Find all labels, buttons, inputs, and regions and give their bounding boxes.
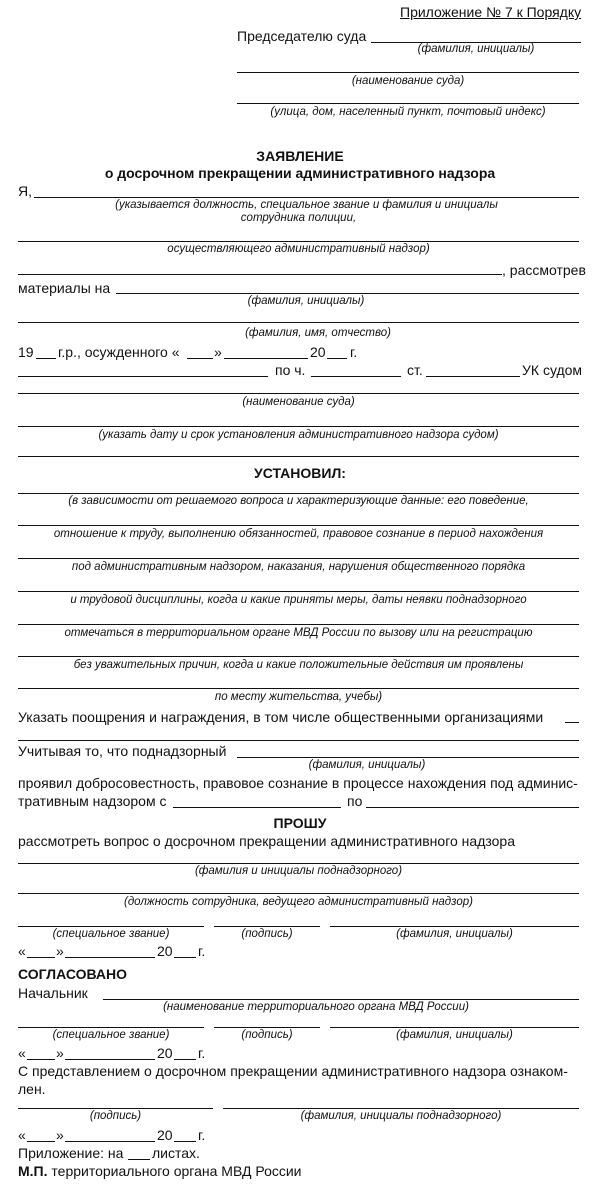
part-line[interactable] [311, 376, 401, 377]
date1-month-line[interactable] [65, 957, 155, 958]
officer-line-2[interactable] [18, 241, 579, 242]
i-label: Я, [18, 183, 32, 199]
established-caption-1: (в зависимости от решаемого вопроса и характеризующие данные: его поведение, [68, 495, 529, 507]
agreed-signature-line[interactable] [214, 1027, 320, 1028]
materials-on-label: материалы на [18, 280, 111, 296]
date2-day-line[interactable] [27, 1059, 55, 1060]
established-line-1[interactable] [18, 493, 579, 494]
established-line-5[interactable] [18, 624, 579, 625]
date-term-line-2[interactable] [18, 456, 579, 457]
request-supervised-line[interactable] [18, 863, 579, 864]
established-caption-2: отношение к труду, выполнению обязанностей, правовое сознание в период нахождения [53, 528, 544, 540]
agreed-signature-caption: (подпись) [241, 1029, 293, 1041]
supervision-to-line[interactable] [366, 807, 579, 808]
request-name-line[interactable] [330, 926, 579, 927]
date1-close: » [56, 943, 64, 959]
request-name-caption: (фамилия, инициалы) [396, 928, 513, 940]
given-that-label: Учитывая то, что поднадзорный [18, 743, 227, 759]
date3-month-line[interactable] [65, 1141, 155, 1142]
address-line[interactable] [237, 103, 579, 104]
officer-line-1[interactable] [34, 197, 579, 198]
conviction-month-line[interactable] [224, 358, 308, 359]
year-19-label: 19 [18, 344, 34, 360]
fio-line[interactable] [18, 322, 579, 323]
court-name-line[interactable] [237, 72, 579, 73]
familiarized-text-1: С представлением о досрочном прекращении административного надзора ознаком- [18, 1063, 568, 1079]
document-title: ЗАЯВЛЕНИЕ [256, 148, 344, 164]
awards-label: Указать поощрения и награждения, в том числе общественными организациями [18, 709, 544, 725]
appendix-label: Приложение № 7 к Порядку [400, 4, 582, 20]
request-rank-caption: (специальное звание) [52, 928, 170, 940]
request-supervised-caption: (фамилия и инициалы поднадзорного) [194, 865, 403, 877]
criminal-code-label: УК судом [522, 362, 583, 378]
birth-year-line[interactable] [36, 358, 56, 359]
established-line-3[interactable] [18, 558, 579, 559]
established-line-2[interactable] [18, 525, 579, 526]
agreed-rank-line[interactable] [18, 1027, 204, 1028]
date3-day-line[interactable] [27, 1141, 55, 1142]
court-caption: (наименование суда) [242, 396, 355, 408]
agreed-heading: СОГЛАСОВАНО [18, 966, 127, 982]
year-20-label: 20 [310, 344, 326, 360]
request-signature-caption: (подпись) [241, 928, 293, 940]
familiarized-text-2: лен. [18, 1081, 46, 1097]
address-caption: (улица, дом, населенный пункт, почтовый индекс) [270, 106, 546, 118]
request-position-line[interactable] [18, 893, 579, 894]
date3-open: « [18, 1127, 26, 1143]
established-caption-3: под административным надзором, наказания, нарушения общественного порядка [71, 561, 526, 573]
court-line[interactable] [18, 393, 579, 394]
date1-year-prefix: 20 [157, 943, 173, 959]
chief-label: Начальник [18, 985, 88, 1001]
familiarized-name-caption: (фамилия, инициалы поднадзорного) [300, 1110, 502, 1122]
familiarized-signature-caption: (подпись) [89, 1110, 142, 1122]
part-label: по ч. [275, 362, 306, 378]
date2-year-line[interactable] [174, 1059, 196, 1060]
date3-g: г. [198, 1127, 206, 1143]
date2-g: г. [198, 1045, 206, 1061]
date1-open: « [18, 943, 26, 959]
supervised-name-caption: (фамилия, инициалы) [308, 759, 426, 771]
familiarized-name-line[interactable] [223, 1108, 579, 1109]
date-term-line[interactable] [18, 426, 579, 427]
date1-year-line[interactable] [174, 957, 196, 958]
date3-year-line[interactable] [174, 1141, 196, 1142]
awards-line-2[interactable] [18, 740, 579, 741]
awards-line[interactable] [565, 722, 579, 723]
supervised-name-line[interactable] [237, 757, 579, 758]
date2-month-line[interactable] [65, 1059, 155, 1060]
showed-line-1: проявил добросовестность, правовое сознание в процессе нахождения под админис- [18, 775, 578, 791]
established-caption-4: и трудовой дисциплины, когда и какие приняты меры, даты неявки поднадзорного [70, 594, 527, 606]
established-line-4[interactable] [18, 591, 579, 592]
article-label: ст. [407, 362, 423, 378]
request-text: рассмотреть вопрос о досрочном прекращении административного надзора [18, 833, 515, 849]
stamp-mp-label: М.П. [18, 1163, 48, 1179]
officer-caption-2: сотрудника полиции, [240, 212, 357, 224]
date3-year-prefix: 20 [157, 1127, 173, 1143]
convicted-label: г.р., осужденного « [58, 344, 180, 360]
date2-year-prefix: 20 [157, 1045, 173, 1061]
g-label: г. [350, 344, 358, 360]
request-position-caption: (должность сотрудника, ведущего административный надзор) [123, 896, 473, 908]
showed-line-2a: тративным надзором с [18, 793, 167, 809]
established-line-7[interactable] [18, 688, 579, 689]
materials-name-caption: (фамилия, инициалы) [247, 295, 365, 307]
date2-open: « [18, 1045, 26, 1061]
chief-org-caption: (наименование территориального органа МВД России) [163, 1001, 469, 1013]
date-term-caption: (указать дату и срок установления административного надзора судом) [98, 429, 499, 441]
agreed-rank-caption: (специальное звание) [52, 1029, 170, 1041]
to-chairman-label: Председателю суда [237, 28, 367, 44]
document-subtitle: о досрочном прекращении административного надзора [104, 165, 496, 181]
agreed-name-caption: (фамилия, инициалы) [396, 1029, 513, 1041]
familiarized-signature-line[interactable] [18, 1108, 213, 1109]
date1-day-line[interactable] [27, 957, 55, 958]
officer-caption-1: (указывается должность, специальное звание и фамилия и инициалы [115, 199, 498, 211]
court-name-caption: (наименование суда) [351, 75, 465, 87]
date2-close: » [56, 1045, 64, 1061]
stamp-line [18, 1163, 302, 1179]
conviction-detail-line[interactable] [18, 376, 268, 377]
request-rank-line[interactable] [18, 926, 204, 927]
stamp-org-label: территориального органа МВД России [51, 1163, 302, 1179]
established-caption-7: по месту жительства, учебы) [214, 691, 383, 703]
chairman-name-caption: (фамилия, инициалы) [417, 43, 535, 55]
attachment-label: Приложение: на [18, 1145, 124, 1161]
officer-caption-3: осуществляющего административный надзор) [167, 243, 430, 255]
established-line-6[interactable] [18, 656, 579, 657]
request-heading: ПРОШУ [273, 815, 327, 831]
established-heading: УСТАНОВИЛ: [254, 465, 346, 481]
attachment-sheets-line[interactable] [128, 1159, 150, 1160]
date1-g: г. [198, 943, 206, 959]
established-caption-5: отмечаться в территориальном органе МВД России по вызову или на регистрацию [64, 627, 533, 639]
request-signature-line[interactable] [214, 926, 320, 927]
supervision-from-line[interactable] [173, 807, 341, 808]
established-caption-6: без уважительных причин, когда и какие положительные действия им проявлены [73, 659, 524, 671]
conviction-day-line[interactable] [187, 358, 213, 359]
date3-close: » [56, 1127, 64, 1143]
quote-close: » [214, 344, 222, 360]
attachment-sheets-label: листах. [152, 1145, 200, 1161]
chief-org-line[interactable] [103, 999, 579, 1000]
reviewed-label: , рассмотрев [502, 262, 586, 278]
officer-line-3[interactable] [18, 274, 502, 275]
agreed-name-line[interactable] [330, 1027, 579, 1028]
conviction-year-line[interactable] [327, 358, 347, 359]
showed-line-2b: по [347, 793, 363, 809]
article-line[interactable] [426, 376, 520, 377]
fio-caption: (фамилия, имя, отчество) [245, 327, 391, 339]
materials-name-line[interactable] [116, 293, 579, 294]
